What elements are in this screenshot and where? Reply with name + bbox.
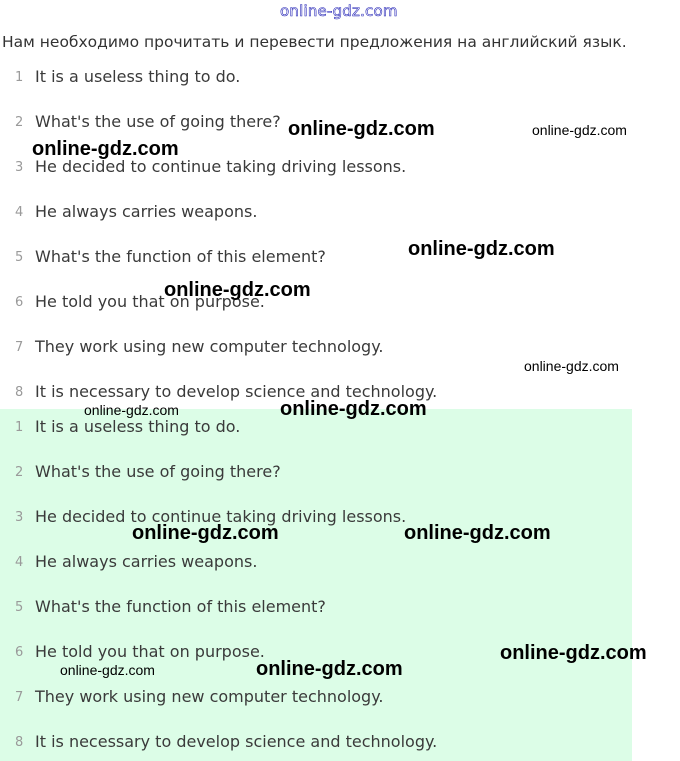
watermark: online-gdz.com	[524, 358, 619, 374]
line-number: 5	[15, 600, 24, 615]
line-number: 7	[15, 690, 24, 705]
line-number: 5	[15, 250, 24, 265]
sentence-text: He told you that on purpose.	[35, 292, 265, 311]
sentence-text: What's the use of going there?	[35, 462, 281, 481]
watermark: online-gdz.com	[60, 662, 155, 678]
sentence-list-highlighted	[0, 409, 632, 761]
line-number: 2	[15, 465, 24, 480]
line-number: 3	[15, 160, 24, 175]
sentence-text: What's the function of this element?	[35, 247, 326, 266]
watermark: online-gdz.com	[164, 279, 311, 301]
watermark: online-gdz.com	[256, 658, 403, 680]
line-number: 8	[15, 385, 24, 400]
watermark: online-gdz.com	[408, 238, 555, 260]
sentence-text: He always carries weapons.	[35, 552, 258, 571]
sentence-text: What's the function of this element?	[35, 597, 326, 616]
watermark: online-gdz.com	[288, 118, 435, 140]
watermark: online-gdz.com	[404, 522, 551, 544]
line-number: 6	[15, 645, 24, 660]
line-number: 4	[15, 555, 24, 570]
line-number: 6	[15, 295, 24, 310]
watermark: online-gdz.com	[132, 522, 279, 544]
line-number: 1	[15, 70, 24, 85]
sentence-list-original	[0, 57, 680, 409]
line-number: 4	[15, 205, 24, 220]
sentence-text: He always carries weapons.	[35, 202, 258, 221]
line-number: 1	[15, 420, 24, 435]
sentence-text: It is a useless thing to do.	[35, 417, 241, 436]
line-number: 3	[15, 510, 24, 525]
watermark: online-gdz.com	[500, 642, 647, 664]
sentence-text: It is a useless thing to do.	[35, 67, 241, 86]
sentence-text: He told you that on purpose.	[35, 642, 265, 661]
sentence-text: What's the use of going there?	[35, 112, 281, 131]
sentence-text: It is necessary to develop science and technology.	[35, 382, 438, 401]
task-instruction: Нам необходимо прочитать и перевести предложения на английский язык.	[2, 33, 627, 51]
sentence-text: They work using new computer technology.	[35, 337, 384, 356]
site-logo[interactable]: online-gdz.com	[280, 2, 398, 20]
line-number: 2	[15, 115, 24, 130]
watermark: online-gdz.com	[32, 138, 179, 160]
watermark: online-gdz.com	[280, 398, 427, 420]
line-number: 8	[15, 735, 24, 750]
sentence-text: They work using new computer technology.	[35, 687, 384, 706]
sentence-text: He decided to continue taking driving lessons.	[35, 157, 407, 176]
watermark: online-gdz.com	[532, 122, 627, 138]
sentence-text: It is necessary to develop science and technology.	[35, 732, 438, 751]
sentence-text: He decided to continue taking driving lessons.	[35, 507, 407, 526]
line-number: 7	[15, 340, 24, 355]
watermark: online-gdz.com	[84, 402, 179, 418]
